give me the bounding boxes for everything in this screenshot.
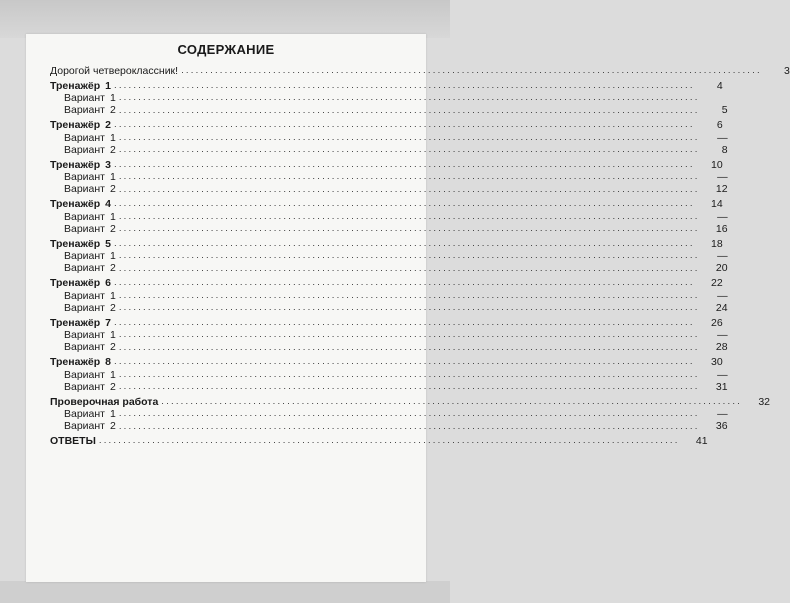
toc-entry-number: 1 — [110, 131, 116, 144]
toc-entry — [50, 408, 728, 421]
dot-leader: ........................................................................................................................ — [114, 316, 695, 328]
toc-entry-label — [50, 329, 119, 341]
dot-leader: ........................................................................................................................ — [114, 119, 695, 131]
toc-entry-number: 1 — [110, 408, 116, 421]
toc-entry-number: 7 — [105, 316, 111, 329]
toc-page-number: 26 — [711, 316, 723, 329]
dot-leader: ........................................................................................................................ — [118, 262, 700, 274]
toc-entry-title: Вариант — [64, 341, 105, 354]
toc-entry-title: Вариант — [64, 420, 105, 433]
toc-entry-title: Вариант — [64, 262, 105, 275]
dot-leader: ........................................................................................................................ — [118, 381, 700, 392]
toc-entry-label — [50, 119, 114, 131]
toc-entry-title: Тренажёр — [50, 79, 101, 92]
toc-entry-label — [50, 183, 119, 195]
dot-leader: ........................................................................................................................ — [118, 104, 700, 116]
dot-leader: ........................................................................................................................ — [114, 237, 695, 249]
toc-page-number: 12 — [715, 183, 728, 196]
toc-entry — [50, 79, 723, 92]
toc-entry-number: 2 — [105, 119, 111, 132]
toc-page-number: — — [717, 368, 728, 381]
toc-entry — [50, 250, 728, 263]
dot-leader: ........................................................................................................................ — [161, 395, 743, 407]
toc-entry-label — [50, 408, 119, 420]
toc-entry-title: ОТВЕТЫ — [50, 435, 96, 448]
toc-entry-number: 1 — [110, 329, 116, 342]
toc-page-number: 20 — [715, 262, 728, 275]
dot-leader: ........................................................................................................................ — [118, 92, 700, 104]
toc-entry-label — [50, 262, 119, 274]
toc-page-number: — — [717, 250, 728, 263]
toc-page-number: 36 — [715, 420, 728, 433]
toc-entry-label — [50, 396, 161, 408]
scan-top-edge — [0, 0, 450, 38]
toc-entry-number: 2 — [110, 104, 116, 117]
toc-entry — [50, 222, 728, 235]
toc-entry-number: 1 — [110, 210, 116, 223]
toc-entry-label — [50, 104, 119, 116]
toc-page-number: — — [717, 408, 728, 421]
toc-entry-label — [50, 381, 119, 393]
toc-entry — [50, 237, 723, 250]
toc-entry-label — [50, 356, 114, 368]
toc-entry — [50, 104, 728, 117]
toc-page-number: 10 — [711, 158, 723, 171]
toc-entry-number: 8 — [105, 356, 111, 369]
toc-entry — [50, 158, 723, 171]
toc-entry-title: Вариант — [64, 171, 105, 184]
toc-entry-label — [50, 80, 114, 92]
toc-entry — [50, 316, 723, 329]
toc-entry — [50, 395, 771, 408]
toc-entry-label — [50, 132, 119, 144]
toc-entry-number: 1 — [110, 368, 116, 381]
toc-page-number: 24 — [715, 301, 728, 314]
toc-entry-title: Проверочная работа — [50, 395, 159, 408]
toc-entry-title: Вариант — [64, 92, 105, 105]
dot-leader: ........................................................................................................................ — [118, 329, 700, 341]
dot-leader: ........................................................................................................................ — [118, 223, 700, 234]
toc-entry-label — [50, 211, 119, 223]
toc-entry-number: 1 — [105, 79, 111, 92]
dot-leader: ........................................................................................................................ — [114, 277, 695, 289]
toc-entry-title: Вариант — [64, 183, 105, 196]
toc-entry-title: Тренажёр — [50, 277, 101, 290]
toc-entry — [50, 289, 728, 302]
dot-leader: ........................................................................................................................ — [114, 198, 695, 210]
dot-leader: ........................................................................................................................ — [98, 435, 680, 447]
page-title: СОДЕРЖАНИЕ — [177, 42, 275, 57]
toc-entry-title: Вариант — [64, 301, 105, 314]
toc-page-number: 14 — [711, 198, 723, 211]
dot-leader: ........................................................................................................................ — [114, 356, 695, 368]
toc-entry-number: 4 — [105, 198, 111, 211]
dot-leader: ........................................................................................................................ — [114, 79, 695, 91]
toc-entry-title: Вариант — [64, 368, 105, 381]
toc-entry-title: Вариант — [64, 289, 105, 302]
toc-entry-number: 2 — [110, 380, 116, 393]
toc-entry — [50, 262, 728, 275]
dot-leader: ........................................................................................................................ — [118, 210, 700, 222]
dot-leader: ........................................................................................................................ — [118, 408, 700, 420]
toc-entry — [50, 210, 728, 223]
toc-entry-number: 2 — [110, 222, 116, 235]
toc-entry — [50, 171, 728, 184]
toc-entry-title: Тренажёр — [50, 316, 101, 329]
dot-leader: ........................................................................................................................ — [118, 341, 700, 353]
toc-entry-label — [50, 302, 119, 314]
toc-entry — [50, 143, 728, 156]
toc-entry-title: Тренажёр — [50, 237, 101, 250]
toc-entry-label — [50, 238, 114, 250]
toc-entry-label — [50, 341, 119, 353]
toc-entry-title: Вариант — [64, 104, 105, 117]
dot-leader: ........................................................................................................................ — [118, 131, 700, 143]
toc-page-number: 41 — [695, 435, 708, 448]
toc-entry — [50, 368, 728, 381]
toc-entry-label — [50, 435, 99, 447]
toc-entry-label — [50, 92, 119, 104]
table-of-contents — [50, 64, 790, 448]
toc-entry-label — [50, 198, 114, 210]
dot-leader: ........................................................................................................................ — [118, 144, 700, 155]
toc-entry — [50, 329, 728, 342]
toc-entry-label — [50, 277, 114, 289]
toc-page-number: 32 — [758, 395, 771, 408]
toc-entry-number: 1 — [110, 250, 116, 263]
toc-entry — [50, 277, 723, 290]
dot-leader: ........................................................................................................................ — [118, 250, 700, 262]
toc-entry-number: 2 — [110, 301, 116, 314]
toc-entry-title: Тренажёр — [50, 158, 101, 171]
toc-entry-title: Вариант — [64, 250, 105, 263]
toc-entry — [50, 183, 728, 196]
toc-entry-title: Вариант — [64, 222, 105, 235]
toc-page-number: 8 — [721, 143, 728, 156]
toc-entry-number: 5 — [105, 237, 111, 250]
toc-entry-title: Вариант — [64, 210, 105, 223]
toc-entry-label — [50, 223, 119, 235]
toc-page-number: 6 — [716, 119, 723, 132]
toc-entry-title: Тренажёр — [50, 119, 101, 132]
dot-leader: ........................................................................................................................ — [118, 183, 700, 195]
dot-leader: ........................................................................................................................ — [118, 420, 700, 432]
toc-entry-label — [50, 159, 114, 171]
toc-page-number: 5 — [721, 104, 728, 117]
toc-entry — [50, 435, 708, 448]
toc-entry — [50, 341, 728, 354]
toc-entry-title: Дорогой четвероклассник! — [50, 64, 179, 77]
toc-page-number: 4 — [716, 79, 723, 92]
toc-entry-title: Тренажёр — [50, 198, 101, 211]
toc-entry-number: 2 — [110, 183, 116, 196]
toc-page-number: 18 — [711, 237, 723, 250]
toc-entry-label — [50, 171, 119, 183]
dot-leader: ........................................................................................................................ — [118, 368, 700, 380]
dot-leader: ........................................................................................................................ — [118, 289, 700, 301]
dot-leader: ........................................................................................................................ — [114, 158, 695, 170]
dot-leader: ........................................................................................................................ — [118, 302, 700, 313]
toc-page-number: — — [717, 171, 728, 184]
toc-entry — [50, 301, 728, 314]
dot-leader: ........................................................................................................................ — [181, 65, 762, 76]
toc-entry-title: Вариант — [64, 408, 105, 421]
toc-entry-number: 1 — [110, 289, 116, 302]
toc-entry — [50, 356, 723, 369]
toc-entry — [50, 198, 723, 211]
toc-entry-number: 2 — [110, 262, 116, 275]
scan-bottom-edge — [0, 581, 450, 603]
toc-page-number: 31 — [715, 380, 728, 393]
toc-entry-title: Тренажёр — [50, 356, 101, 369]
toc-entry-number: 6 — [105, 277, 111, 290]
toc-page-number: 3 — [783, 64, 790, 77]
toc-entry-label — [50, 65, 181, 77]
dot-leader: ........................................................................................................................ — [118, 171, 700, 183]
toc-entry-number: 3 — [105, 158, 111, 171]
toc-entry-title: Вариант — [64, 143, 105, 156]
toc-page-number: — — [717, 210, 728, 223]
toc-entry-title: Вариант — [64, 329, 105, 342]
toc-entry-label — [50, 369, 119, 381]
document-page — [26, 34, 790, 582]
toc-entry-title: Вариант — [64, 380, 105, 393]
toc-entry — [50, 420, 728, 433]
toc-entry — [50, 131, 728, 144]
toc-entry-label — [50, 420, 119, 432]
toc-entry-number: 2 — [110, 143, 116, 156]
toc-entry — [50, 92, 700, 105]
toc-entry — [50, 119, 723, 132]
toc-page-number: 28 — [715, 341, 728, 354]
toc-entry-number: 1 — [110, 171, 116, 184]
toc-page-number: — — [717, 329, 728, 342]
toc-entry — [50, 64, 790, 77]
toc-page-number: 22 — [711, 277, 723, 290]
toc-entry-label — [50, 290, 119, 302]
toc-entry-label — [50, 144, 119, 156]
toc-entry-number: 2 — [110, 420, 116, 433]
toc-page-number: — — [717, 289, 728, 302]
toc-entry-number: 1 — [110, 92, 116, 105]
toc-entry-label — [50, 317, 114, 329]
toc-entry-number: 2 — [110, 341, 116, 354]
toc-entry-title: Вариант — [64, 131, 105, 144]
toc-entry — [50, 380, 728, 393]
toc-page-number: — — [717, 131, 728, 144]
toc-entry-label — [50, 250, 119, 262]
toc-page-number: 30 — [711, 356, 723, 369]
toc-page-number: 16 — [715, 222, 728, 235]
